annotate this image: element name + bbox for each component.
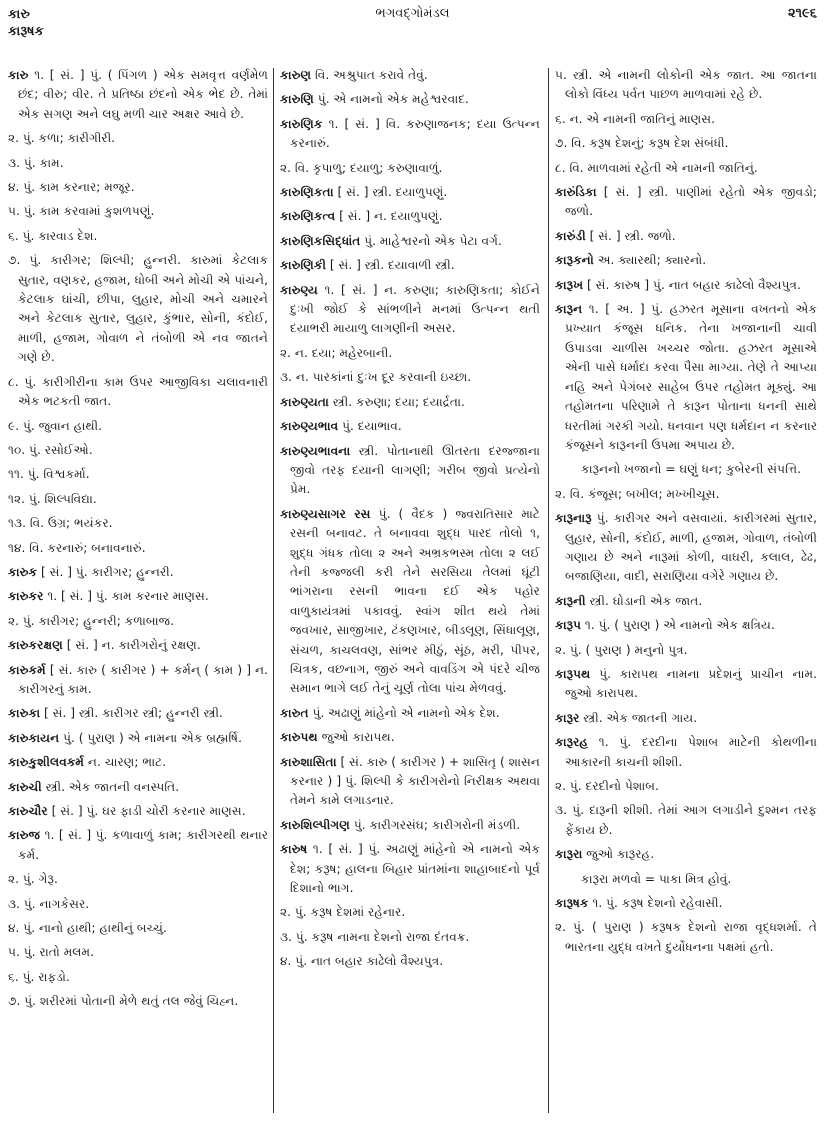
sub-sense: ૭. પું. શરીરમાં પોતાની મેળે થતું તલ જેવું ચિહ્ન. <box>8 994 239 1009</box>
entry-main <box>280 393 540 412</box>
definition: [ સં. ] પું. ઘર ફાડી ચોરી કરનાર માણસ. <box>51 804 246 818</box>
sub-sense: ૨. ન. દયા; મહેરબાની. <box>280 345 393 360</box>
definition: અ. ક્યારથી; ક્યારનો. <box>597 253 707 268</box>
dictionary-entry <box>555 66 817 178</box>
dictionary-entry <box>8 636 268 655</box>
entry-main <box>280 704 540 723</box>
headword: કારુણ્યભાવના <box>280 443 351 458</box>
definition: ૧. [ સં. ] પું. કામ કરનાર માણસ. <box>47 589 209 604</box>
definition: પું. કારાપથ નામના પ્રદેશનું પ્રાચીન નામ. જુઓ કારાપથ. <box>565 666 817 701</box>
entry-main <box>555 845 817 864</box>
dictionary-entry <box>555 709 817 728</box>
headword: કારૂનારૂ <box>555 511 592 526</box>
headword: કારુકરક્ષણ <box>8 638 63 653</box>
entry-main <box>280 417 540 436</box>
definition: વિ. અશ્રુપાત કરાવે તેવું. <box>315 68 428 82</box>
entry-main <box>555 300 817 455</box>
entry-main <box>280 256 540 275</box>
dictionary-entry <box>555 300 817 504</box>
guide-word-first: કારુ <box>8 7 30 22</box>
sub-sense: ૧૪. વિ. કરનારું; બનાવનારું. <box>8 540 146 555</box>
headword: કારુણિ <box>280 92 314 107</box>
sub-sense: ૬. ન. એ નામની જાતિનું માણસ. <box>555 111 716 126</box>
column-divider <box>273 68 274 1113</box>
column-divider <box>548 68 549 1113</box>
definition: ૧. પું. કરૂષ દેશનો રહેવાસી. <box>592 896 723 911</box>
definition: [ સં. કારુ ( કારીગર ) + કર્મન્ ( કામ ) ] ન. કારીગરનું કામ. <box>18 662 268 696</box>
headword: કારુણિકી <box>280 258 326 273</box>
sub-sense: ૨. વિ. કંજૂસ; બખીલ; મખ્ખીચૂસ. <box>555 486 720 501</box>
sub-sense: ૮. વિ. માળવામાં રહેતી એ નામની જાતિનું. <box>555 160 758 175</box>
entry-main <box>280 183 540 202</box>
dictionary-entry <box>8 729 268 748</box>
definition: પું. કારીગરસંઘ; કારીગરોની મંડળી. <box>353 817 521 832</box>
sub-sense: ૩. ન. પારકાંનાં દુઃખ દૂર કરવાની ઇચ્છા. <box>280 370 472 385</box>
entry-main <box>8 66 268 124</box>
dictionary-entry <box>8 587 268 631</box>
definition: પું. એ નામનો એક મહેશ્વરવાદ. <box>317 92 469 107</box>
definition: [ સં. ] સ્ત્રી. દયાળુપણું. <box>337 185 448 200</box>
dictionary-entry <box>555 894 817 957</box>
headword: કારુષ <box>280 842 308 857</box>
sub-sense: ૨. પું. ( પુરાણ ) કરૂષક દેશનો રાજા વૃદ્ધશર્મા. તે ભારતના યુદ્ધ વખતે દુર્યોધનના પક્ષમાં હતો. <box>555 920 817 954</box>
headword: કારુકર <box>8 589 44 604</box>
dictionary-entry <box>280 753 540 811</box>
dictionary-entry <box>280 232 540 251</box>
dictionary-entry <box>280 840 540 971</box>
definition: પું. માહેશ્વરનો એક પેટા વર્ગ. <box>364 233 502 248</box>
dictionary-entry <box>555 845 817 889</box>
definition: સ્ત્રી. એક જાતની વનસ્પતિ. <box>45 779 180 794</box>
dictionary-entry <box>280 442 540 500</box>
dictionary-entry <box>280 90 540 109</box>
definition: ૧. પું. ( પુરાણ ) એ નામનો એક ક્ષત્રિય. <box>584 618 775 633</box>
dictionary-entry <box>280 281 540 388</box>
entry-main <box>280 90 540 109</box>
dictionary-entry <box>280 417 540 436</box>
definition: ૧. [ સં. ] પું. કળાવાળું કામ; કારીગરથી થનાર કર્મ. <box>18 828 268 862</box>
definition: ૧. [ સં. ] પું. ( પિંગળ ) એક સમવૃત્ત વર્ણમેળ છંદ; વીરુ; વીર. તે પ્રતિષ્ઠા છંદનો એક ભેદ છે. તેમાં એક સગણ અને લઘુ મળી ચાર અક્ષર આવે છે. <box>18 68 268 121</box>
entry-main <box>280 232 540 251</box>
dictionary-entry <box>280 183 540 202</box>
dictionary-entry <box>280 704 540 723</box>
dictionary-entry <box>555 251 817 270</box>
definition: જુઓ કારૂરહ. <box>586 847 655 862</box>
entry-main <box>555 276 817 295</box>
headword: કારુણિકત્વ <box>280 209 336 224</box>
dictionary-entry <box>280 393 540 412</box>
column-2 <box>280 66 540 1116</box>
definition: [ સં. કારુ ( કારીગર ) + શાસિતૃ ( શાસન કરનાર ) ] પું. શિલ્પી કે કારીગરોનો નિરીક્ષક અથવા તેમને કામે લગાડનાર. <box>290 754 540 808</box>
headword: કારુકા <box>8 706 41 721</box>
dictionary-entry <box>555 616 817 660</box>
entry-main <box>8 704 268 723</box>
sub-sense: ૫. પું. કામ કરવામાં કુશળપણું. <box>8 204 155 219</box>
definition: [ સં. ] ન. કારીગરોનું રક્ષણ. <box>66 638 201 653</box>
headword: કારુ <box>8 68 29 82</box>
definition: પું. કારીગર અને વસવાયાં. કારીગરમાં સુતાર, લુહાર, સોની, કંદોઈ, માળી, હજામ, ગોવાળ, તંબોળી ગણાય છે અને નારૂમાં કોળી, વાઘરી, કલાલ, ઢેઢ, બજાણિયા, વાદી, સરાણિયા વગેરે ગણાય છે. <box>565 511 817 584</box>
entry-main <box>280 728 540 747</box>
entry-main <box>555 251 817 270</box>
sub-sense: ૮. પું. કારીગીરીના કામ ઉપર આજીવિકા ચલાવનારી એક ભટકતી જાત. <box>8 374 268 409</box>
sub-sense: ૩. પું. કામ. <box>8 155 64 170</box>
dictionary-entry <box>555 276 817 295</box>
sub-sense: ૧૦. પું. રસોઈઓ. <box>8 442 93 457</box>
definition: ૧. [ અ. ] પું. હઝરત મૂસાના વખતનો એક પ્રખ્યાત કંજૂસ ધનિક. તેના ખજાનાની ચાવી ઉપાડવા ચાળીસ ખચ્ચર જોતા. હઝરત મૂસાએ એની પાસે ધર્માદા કરવા પૈસા માગ્યા. તેણે તે આપ્યા નહિ અને પેગંબર સાહેબ ઉપર તહોમત મૂક્યું. આ તહોમતના પરિણામે તે કારૂન પોતાના ધનની સાથે ધરતીમાં ગરકી ગયો. ધનવાન પણ ધર્મદાન ન કરનાર કંજૂસને કારૂનની ઉપમા અપાય છે. <box>565 302 817 452</box>
entry-main <box>8 729 268 748</box>
headword: કારૂપથ <box>555 666 591 681</box>
entry-main <box>8 826 268 865</box>
sub-sense: ૭. પું. કારીગર; શિલ્પી; હુન્નરી. કારુમાં કેટલાક સુતાર, વણકર, હજામ, ધોબી અને મોચી એ પાંચને, કેટલાક ઘાંચી, છીપા, લુહાર, મોચી અને ચમારને અને કેટલાક સુતાર, લુહાર, કુંભાર, સોની, કંદોઈ, માળી, હજામ, ગોવાળ ને તંબોળી એ નવ જાતને ગણે છે. <box>8 253 268 365</box>
definition: [ સં. કારુષ ] પું. નાત બહાર કાઢેલો વૈશ્યપુત્ર. <box>586 277 801 292</box>
dictionary-entry <box>8 802 268 821</box>
dictionary-entry <box>280 207 540 226</box>
headword: કારુણ્યસાગર રસ <box>280 506 371 521</box>
idiom-phrase: કારૂરા મળવો = પાકા મિત્ર હોવું. <box>581 871 732 886</box>
sub-sense: ૧૩. વિ. ઉગ્ર; ભયંકર. <box>8 516 113 531</box>
entry-main <box>8 661 268 700</box>
sub-sense: ૨. પું. કારીગર; હુન્નરી; કળાબાજ. <box>8 613 175 628</box>
headword: કારુંડિકા <box>555 185 597 200</box>
headword: કારુકુશીલવકર્મ <box>8 755 85 770</box>
idiom-phrase: કારૂનનો ખજાનો = ઘણું ધન; કુબેરની સંપત્તિ. <box>581 462 802 477</box>
headword: કારુણ્યભાવ <box>280 419 339 434</box>
entry-main <box>8 587 268 606</box>
headword: કારુચી <box>8 779 42 794</box>
dictionary-entry <box>8 826 268 1011</box>
definition: [ સં. ] પું. કારીગર; હુન્નરી. <box>41 564 174 579</box>
dictionary-entry <box>555 665 817 704</box>
dictionary-entry <box>555 733 817 840</box>
dictionary-entry <box>8 778 268 797</box>
entry-main <box>280 281 540 339</box>
sub-sense: ૪. પું. નાનો હાથી; હાથીનું બચ્ચું. <box>8 921 167 936</box>
dictionary-entry <box>8 66 268 558</box>
headword: કારૂર <box>555 710 580 725</box>
dictionary-entry <box>555 183 817 222</box>
entry-main <box>280 505 540 699</box>
sub-sense: ૫. પું. રાતો મલમ. <box>8 945 94 960</box>
definition: ૧. પું. દરદીના પેશાબ માટેની કોથળીના આકારની કાચની શીશી. <box>565 735 817 769</box>
headword: કારૂરા <box>555 847 583 862</box>
headword: કારુજ <box>8 828 41 843</box>
entry-main <box>8 636 268 655</box>
dictionary-entry <box>280 728 540 747</box>
definition: પું. ( પુરાણ ) એ નામના એક બ્રહ્મર્ષિ. <box>63 730 242 745</box>
definition: [ સં. ] સ્ત્રી. કારીગર સ્ત્રી; હુન્નરી સ્ત્રી. <box>44 706 223 721</box>
headword: કારૂષક <box>555 896 589 911</box>
sub-sense: ૨. પું. દરદીનો પેશાબ. <box>555 779 659 793</box>
entry-main <box>555 709 817 728</box>
headword: કારૂકનો <box>555 253 594 268</box>
headword: કારુક <box>8 564 38 579</box>
sub-sense: ૭. વિ. કરૂષ દેશનું; કરૂષ દેશ સંબંધી. <box>555 136 729 151</box>
definition: સ્ત્રી. એક જાતની ગાય. <box>583 710 698 725</box>
entry-main <box>8 802 268 821</box>
dictionary-entry <box>280 115 540 178</box>
dictionary-entry <box>555 592 817 611</box>
definition: સ્ત્રી. પોતાનાથી ઊતરતા દરજ્જાના જીવો તરફ દયાની લાગણી; ગરીબ જીવો પ્રત્યેનો પ્રેમ. <box>290 443 540 497</box>
sub-sense: ૬. પું. રાફડો. <box>8 969 70 984</box>
definition: [ સં. ] ન. દયાળુપણું. <box>339 209 443 224</box>
headword: કારુચૌર <box>8 804 48 818</box>
definition: જુઓ કારાપથ. <box>321 730 395 745</box>
sub-sense: ૪. પું. નાત બહાર કાઢેલો વૈશ્યપુત્ર. <box>280 954 444 969</box>
dictionary-entry <box>555 227 817 246</box>
sub-sense: ૨. પું. ( પુરાણ ) મનુનો પુત્ર. <box>555 642 688 657</box>
entry-main <box>555 616 817 635</box>
entry-main <box>280 115 540 154</box>
sub-sense: ૨. પું. કળા; કારીગીરી. <box>8 131 116 146</box>
definition: પું. દયાભાવ. <box>342 419 402 434</box>
headword: કારુણ <box>280 68 312 82</box>
headword: કારુત <box>280 705 309 720</box>
headword: કારુણ્ય <box>280 282 318 297</box>
headword: કારૂખ <box>555 277 584 292</box>
headword: કારુશિલ્પીગણ <box>280 817 350 832</box>
entry-main <box>8 563 268 582</box>
headword: કારુંડી <box>555 228 586 243</box>
sub-sense: ૨. વિ. કૃપાળુ; દયાળુ; કરુણાવાળું. <box>280 160 443 175</box>
entry-main <box>280 753 540 811</box>
column-1 <box>8 66 268 1116</box>
definition: સ્ત્રી. કરુણા; દયા; દયાર્દ્રતા. <box>332 394 465 409</box>
sub-sense: ૩. પું. દારૂની શીશી. તેમાં આગ લગાડીને દુશ્મન તરફ ફેંકાય છે. <box>555 803 817 837</box>
headword: કારુણ્યતા <box>280 394 329 409</box>
definition: ૧. [ સં. ] ન. કરુણા; કારુણિકતા; કોઈને દુઃખી જોઈ કે સાંભળીને મનમાં ઉત્પન્ન થતી દયાભરી માયાળુ લાગણીની અસર. <box>290 282 540 336</box>
headword: કારુકાયન <box>8 730 60 745</box>
entry-main <box>280 816 540 835</box>
dictionary-entry <box>8 563 268 582</box>
book-title: ભગવદ્ગોમંડલ <box>375 6 450 21</box>
dictionary-entry <box>280 256 540 275</box>
headword: કારુપથ <box>280 730 318 745</box>
definition: [ સં. ] સ્ત્રી. પાણીમાં રહેતો એક જીવડો; જળો. <box>565 185 817 219</box>
sub-sense: ૩. પું. કરૂષ નામના દેશનો રાજા દંતવક્ર. <box>280 929 470 944</box>
entry-main <box>555 665 817 704</box>
sub-sense: ૬. પું. કારવાડ દેશ. <box>8 228 98 243</box>
entry-main <box>280 207 540 226</box>
entry-main <box>280 66 540 85</box>
page-number: ૨૧૯૬ <box>788 6 817 21</box>
entry-main <box>555 733 817 772</box>
entry-main <box>280 840 540 898</box>
headword: કારૂની <box>555 593 586 608</box>
definition: [ સં. ] સ્ત્રી. દયાવાળી સ્ત્રી. <box>329 258 455 273</box>
headword: કારુણિક <box>280 116 323 131</box>
entry-main <box>555 592 817 611</box>
definition: પું. ( વૈદક ) જ્વરાતિસાર માટે રસની બનાવટ. તે બનાવવા શુદ્ધ પારદ તોલો ૧, શુદ્ધ ગંધક તોલા ૨ અને અભ્રકભસ્મ તોલા ૨ લઈ તેની કજ્જલી કરી તેને સરસિયા તેલમાં ઘૂંટી ભાંગરાના રસની ભાવના દઈ એક પહોર વાળુકાયંત્રમાં પકાવવું. સ્વાંગ શીત થયે તેમાં જવખાર, સાજીખાર, ટંકણખાર, બીડલૂણ, સિંધાલૂણ, સંચળ, કાચલવણ, સાંભર મીઠું, સૂંઠ, મરી, પીપર, ચિત્રક, વછનાગ, જીરું અને વાવડિંગ એ પંદરે ચીજ સમાન ભાગે લઈ તેનું ચૂર્ણ તોલા પાંચ મેળવવું. <box>290 506 540 696</box>
headword: કારૂરહ <box>555 735 589 750</box>
headword: કારુશાસિતા <box>280 754 337 769</box>
entry-main <box>555 509 817 587</box>
definition: પું. અઢાણું માંહેનો એ નામનો એક દેશ. <box>312 705 500 720</box>
definition: સ્ત્રી. ઘોડાની એક જાત. <box>589 593 703 608</box>
dictionary-entry <box>8 753 268 772</box>
column-3 <box>555 66 817 1116</box>
sub-sense: ૧૨. પું. શિલ્પવિદ્યા. <box>8 491 97 506</box>
dictionary-entry <box>8 704 268 723</box>
sub-sense: ૯. પું. જુવાન હાથી. <box>8 418 103 433</box>
dictionary-entry <box>280 66 540 85</box>
entry-main <box>555 227 817 246</box>
definition: ૧. [ સં. ] પું. અઢાણું માંહેનો એ નામનો એક દેશ; કરૂષ; હાલના બિહાર પ્રાંતમાંના શાહાબાદનો પૂર્વ દિશાનો ભાગ. <box>290 842 540 896</box>
dictionary-entry <box>280 816 540 835</box>
dictionary-entry <box>280 505 540 699</box>
entry-main <box>8 753 268 772</box>
sub-sense: ૫. સ્ત્રી. એ નામની લોકોની એક જાત. આ જાતના લોકો વિંધ્ય પર્વત પાછળ માળવામાં રહે છે. <box>555 68 817 102</box>
sub-sense: ૧૧. પું. વિશ્વકર્મા. <box>8 467 90 482</box>
dictionary-entry <box>555 509 817 587</box>
headword: કારુણિકસિદ્ધાંત <box>280 233 361 248</box>
definition: ૧. [ સં. ] વિ. કરુણાજનક; દયા ઉત્પન્ન કરનારું. <box>290 116 540 151</box>
headword: કારુકર્મ <box>8 662 46 677</box>
entry-main <box>280 442 540 500</box>
headword: કારુણિકતા <box>280 185 334 200</box>
guide-word-last: કારૂષક <box>8 24 44 39</box>
definition: [ સં. ] સ્ત્રી. જળો. <box>589 228 676 243</box>
sub-sense: ૩. પું. નાગકેસર. <box>8 896 90 911</box>
sub-sense: ૨. પું. કરૂષ દેશમાં રહેનાર. <box>280 905 406 920</box>
entry-main <box>555 894 817 913</box>
definition: ન. ચારણ; ભાટ. <box>87 755 167 770</box>
headword: કારૂન <box>555 302 583 317</box>
sub-sense: ૨. પું. ગેરૂ. <box>8 872 58 887</box>
headword: કારૂપ <box>555 618 581 633</box>
dictionary-entry <box>8 661 268 700</box>
entry-main <box>8 778 268 797</box>
entry-main <box>555 183 817 222</box>
sub-sense: ૪. પું. કામ કરનાર; મજૂર. <box>8 180 135 195</box>
